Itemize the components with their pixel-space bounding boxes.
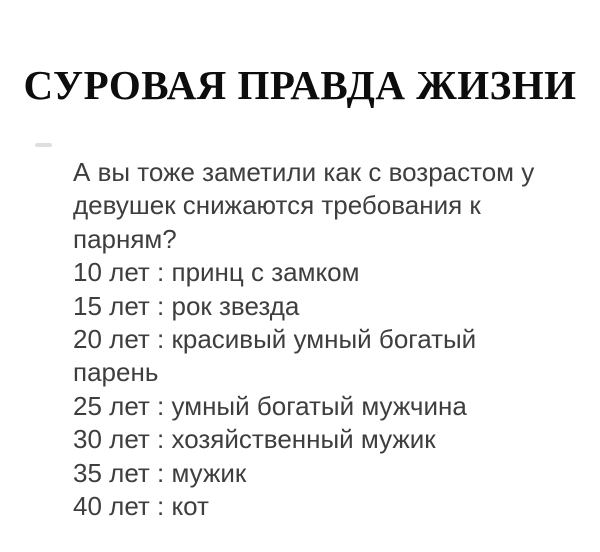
smudge-artifact [35, 143, 52, 147]
meme-body-text [73, 156, 573, 523]
age-list-line: 25 лет : умный богатый мужчина [73, 390, 467, 421]
age-list-line: 10 лет : принц с замком [73, 257, 360, 288]
question-paragraph [73, 156, 573, 256]
question-line: А вы тоже заметили как с возрастом у [73, 157, 535, 187]
meme-title: СУРОВАЯ ПРАВДА ЖИЗНИ [23, 62, 577, 108]
age-list-line: 40 лет : кот [73, 491, 209, 522]
age-list-line: 15 лет : рок звезда [73, 290, 300, 321]
age-list-line: 35 лет : мужик [73, 457, 247, 488]
age-list-line: 30 лет : хозяйственный мужик [73, 424, 436, 455]
age-list-line: парень [73, 357, 159, 388]
question-line: девушек снижаются требования к [73, 190, 481, 221]
question-line: парням? [73, 223, 177, 254]
age-list-line: 20 лет : красивый умный богатый [73, 324, 477, 355]
age-list [73, 256, 573, 523]
